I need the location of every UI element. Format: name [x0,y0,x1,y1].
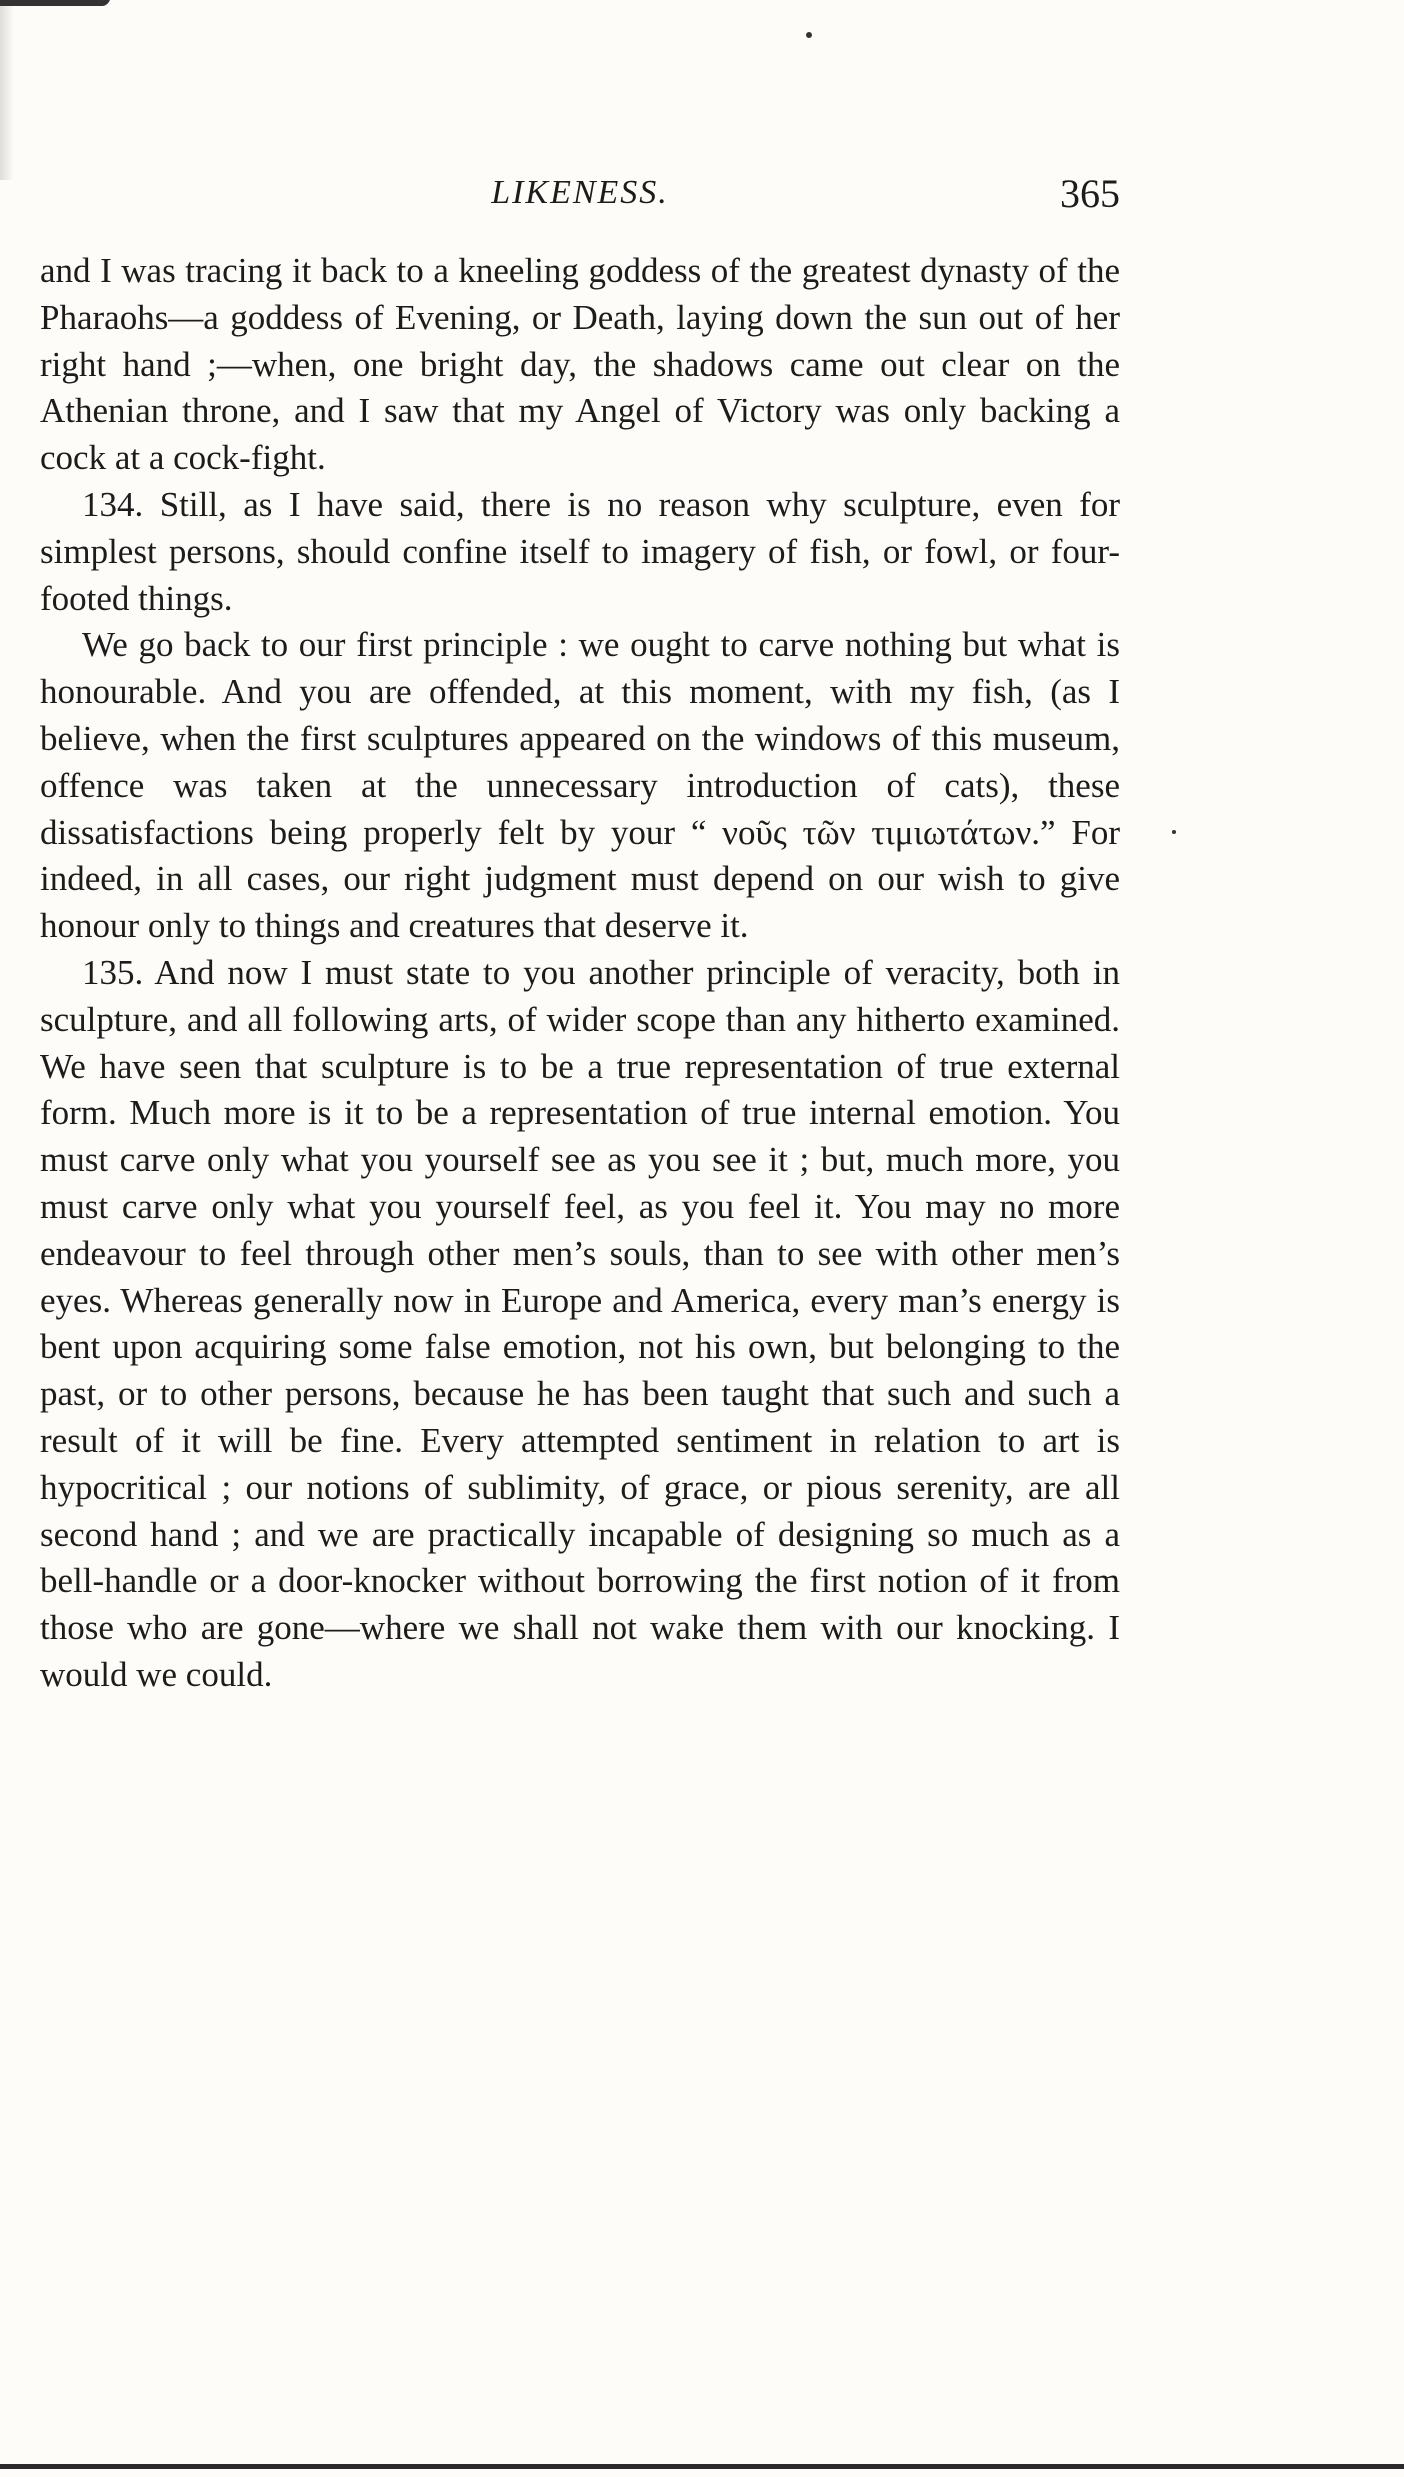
scan-mark [0,0,110,6]
running-title: LIKENESS. [491,174,669,211]
page-header [40,168,1120,228]
paragraph: and I was tracing it back to a kneeling goddess of the greatest dynasty of the Pharaohs—a goddess of Evening, or Death, laying down the sun out of her right hand ;—when, one bright day, the shadows came out clear on the Athenian throne, and I saw that my Angel of Victory was only backing a cock at a cock-fight. [40,251,1120,478]
scan-edge-shadow [0,0,14,180]
ink-speck [806,32,812,38]
page-number: 365 [1060,171,1120,216]
bottom-rule [0,2464,1404,2469]
paragraph: 135. And now I must state to you another principle of veracity, both in sculpture, and all following arts, of wider scope than any hitherto examined. We have seen that sculpture is to be a true representation of true external form. Much more is it to be a representation of true internal emotion. You must carve only what you yourself see as you see it ; but, much more, you must carve only what you yourself feel, as you feel it. You may no more endeavour to feel through other men’s souls, than to see with other men’s eyes. Whereas generally now in Europe and America, every man’s energy is bent upon acquiring some false emotion, not his own, but belonging to the past, or to other persons, because he has been taught that such and such a result of it will be fine. Every attempted sentiment in relation to art is hypocritical ; our notions of sublimity, of grace, or pious serenity, are all second hand ; and we are practically incapable of designing so much as a bell-handle or a door-knocker without borrowing the first notion of it from those who are gone—where we shall not wake them with our knocking. I would we could. [40,952,1120,1694]
paragraph: 134. Still, as I have said, there is no reason why sculpture, even for simplest persons, should confine itself to imagery of fish, or fowl, or four-footed things. [40,484,1120,618]
ink-speck [1172,830,1176,834]
page-body [40,248,1120,1699]
paragraph: We go back to our first principle : we ought to carve nothing but what is honourable. And you are offended, at this moment, with my fish, (as I believe, when the first sculptures appeared on the windows of this museum, offence was taken at the unnecessary introduction of cats), these dissatisfactions being properly felt by your “ νοῦς τῶν τιμιωτάτων.” For indeed, in all cases, our right judgment must depend on our wish to give honour only to things and creatures that deserve it. [40,625,1120,946]
